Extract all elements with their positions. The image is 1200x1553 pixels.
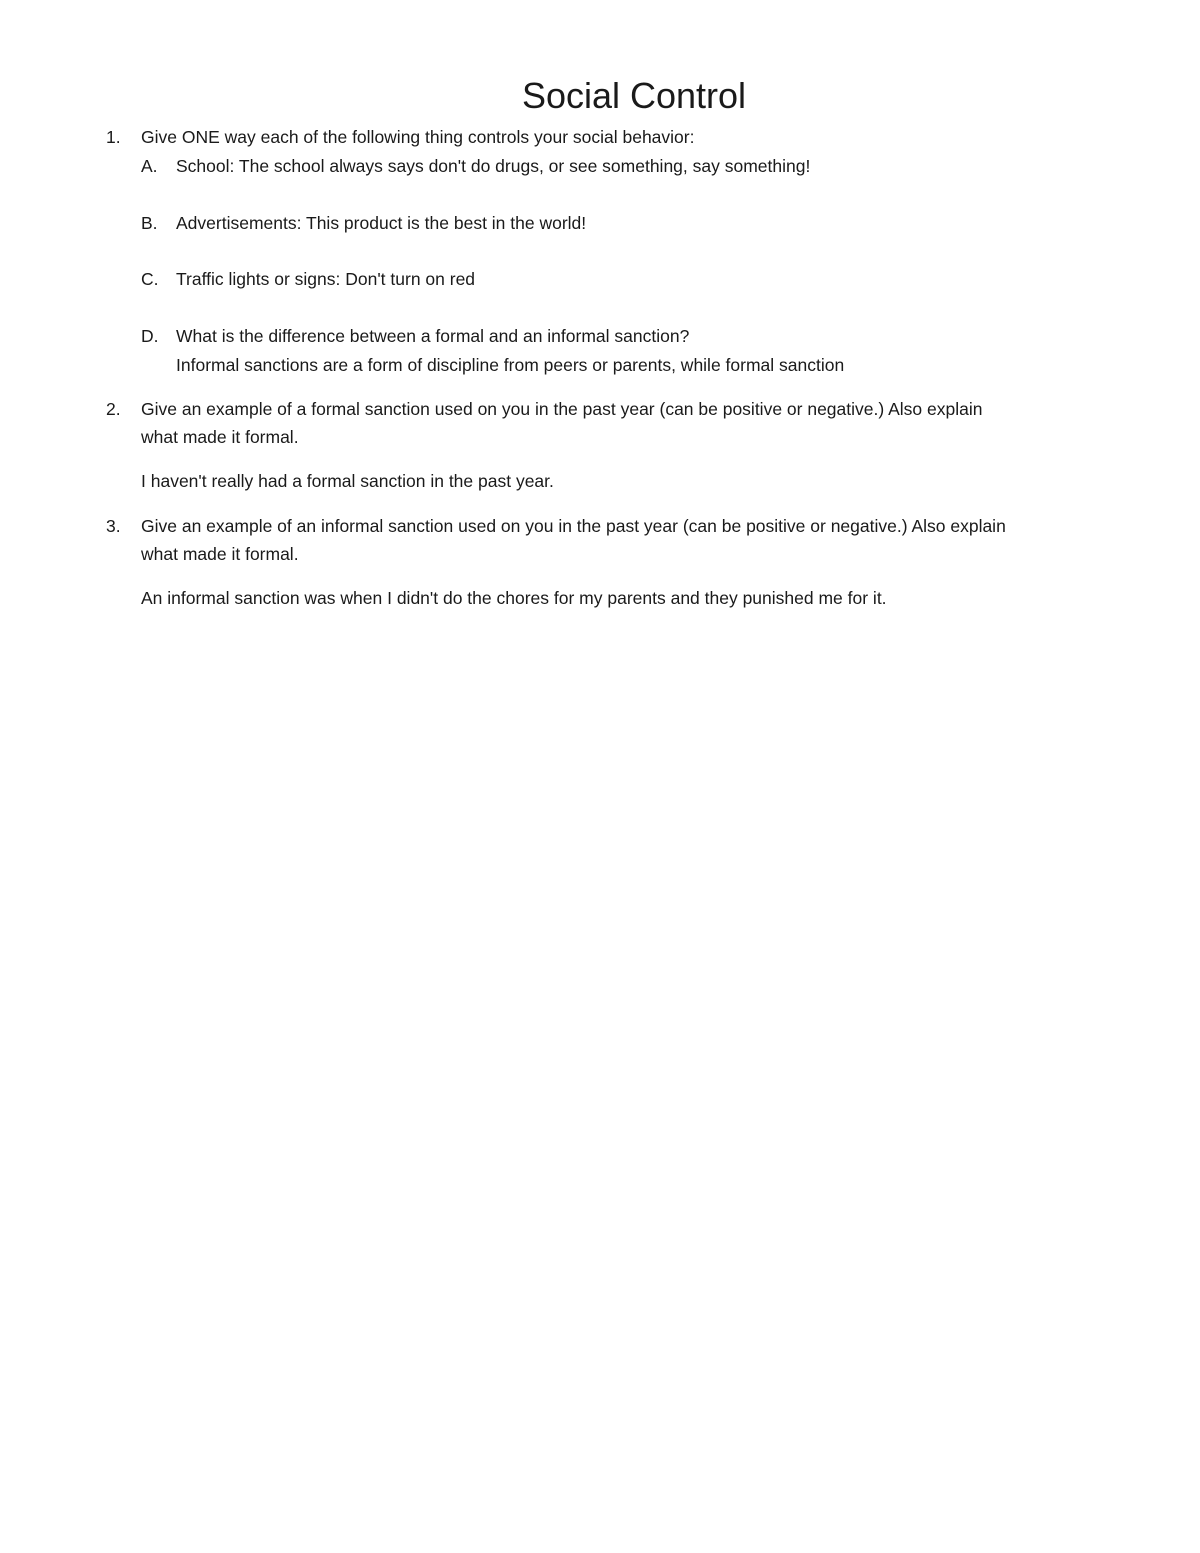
q1a-text: School: The school always says don't do drugs, or see something, say something! [176, 156, 811, 176]
q3-prompt-line2: what made it formal. [141, 544, 299, 564]
q1b-text: Advertisements: This product is the best in the world! [176, 213, 587, 233]
q3-prompt-line1: Give an example of an informal sanction used on you in the past year (can be positive or negative.) Also explain [141, 516, 1006, 536]
q3-answer: An informal sanction was when I didn't do the chores for my parents and they punished me for it. [141, 588, 887, 608]
q2-prompt-line1: Give an example of a formal sanction used on you in the past year (can be positive or negative.) Also explain [141, 399, 983, 419]
q3-number: 3. [106, 516, 121, 536]
q1d-text: What is the difference between a formal and an informal sanction? [176, 326, 690, 346]
q1a-letter: A. [141, 156, 158, 176]
q1d-letter: D. [141, 326, 159, 346]
document-title: Social Control [521, 75, 747, 116]
q1c-letter: C. [141, 269, 159, 289]
q1-number: 1. [106, 127, 121, 147]
q2-prompt-line2: what made it formal. [141, 427, 299, 447]
q1c-text: Traffic lights or signs: Don't turn on red [176, 269, 476, 289]
q1d-answer: Informal sanctions are a form of discipline from peers or parents, while formal sanction [176, 355, 845, 375]
q2-number: 2. [106, 399, 121, 419]
q2-answer: I haven't really had a formal sanction in the past year. [141, 471, 554, 491]
q1b-letter: B. [141, 213, 158, 233]
q1-prompt: Give ONE way each of the following thing controls your social behavior: [141, 127, 695, 147]
